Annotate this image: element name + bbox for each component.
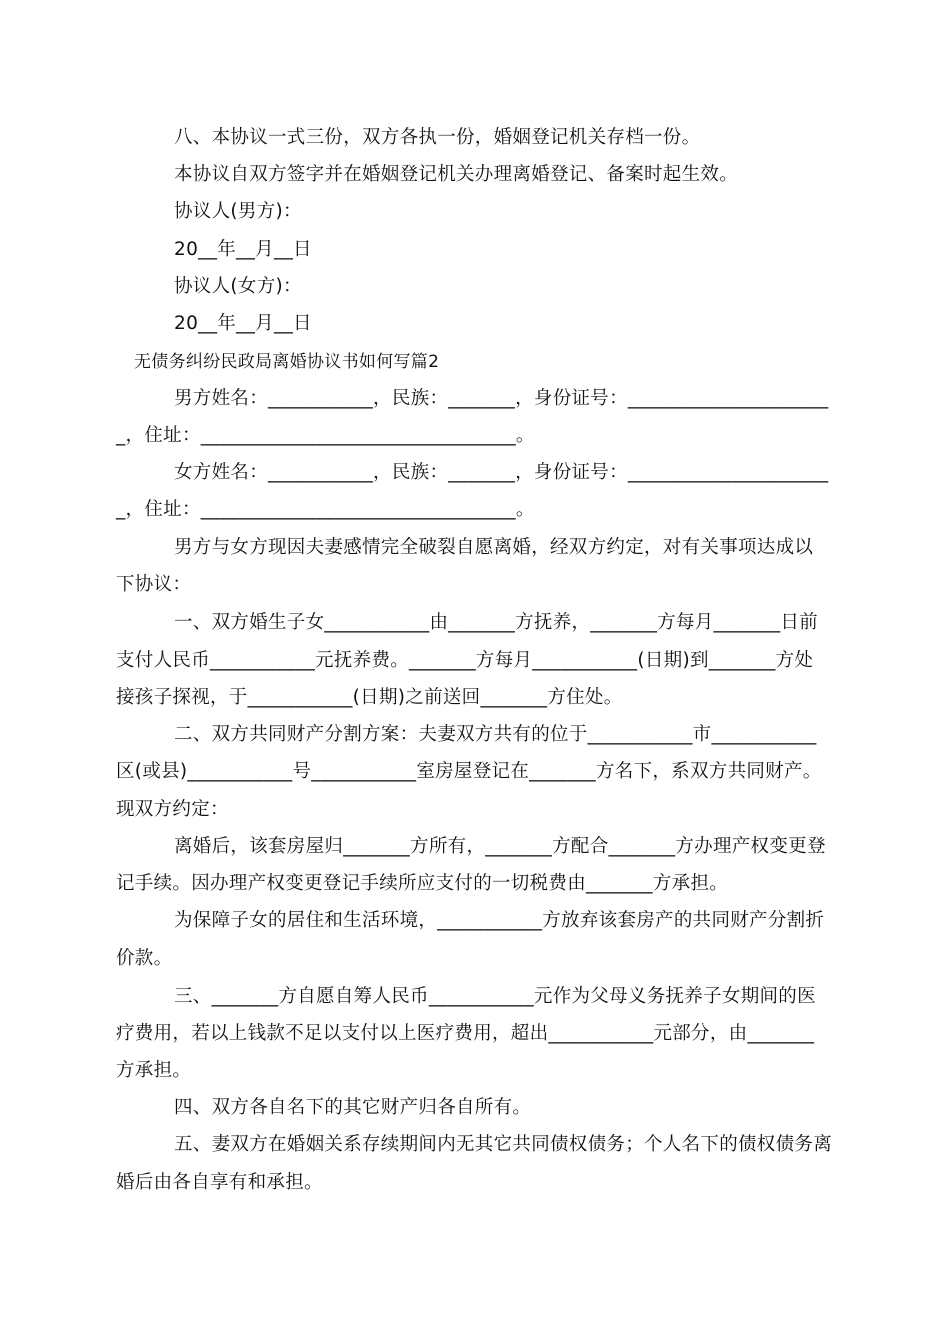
section-title: 无债务纠纷民政局离婚协议书如何写篇2 bbox=[134, 352, 440, 372]
clause-8-line: 八、本协议一式三份，双方各执一份，婚姻登记机关存档一份。 bbox=[174, 127, 701, 148]
clause-4-line: 四、双方各自名下的其它财产归各自所有。 bbox=[174, 1097, 532, 1118]
clause-2-line-3: 现双方约定： bbox=[116, 799, 229, 820]
after-divorce-line-1: 离婚后，该套房屋归_______方所有，_______方配合_______方办理产权变更登 bbox=[174, 836, 826, 857]
female-info-line: 女方姓名：___________，民族：_______，身份证号：_____________________ bbox=[174, 462, 829, 483]
preamble-line-2: 下协议： bbox=[116, 574, 192, 595]
clause-2-line-1: 二、双方共同财产分割方案：夫妻双方共有的位于___________市___________ bbox=[174, 724, 817, 745]
clause-3-line-2: 疗费用，若以上钱款不足以支付以上医疗费用，超出___________元部分，由_______ bbox=[116, 1023, 815, 1044]
male-info-line: 男方姓名：___________，民族：_______，身份证号：_____________________ bbox=[174, 388, 829, 409]
female-address-line: _，住址：_________________________________。 bbox=[116, 499, 535, 520]
preamble-line-1: 男方与女方现因夫妻感情完全破裂自愿离婚，经双方约定，对有关事项达成以 bbox=[174, 537, 814, 558]
clause-1-line-2: 支付人民币___________元抚养费。_______方每月___________(日期)到_______方处 bbox=[116, 650, 814, 671]
after-divorce-line-2: 记手续。因办理产权变更登记手续所应支付的一切税费由_______方承担。 bbox=[116, 873, 729, 894]
clause-5-line-1: 五、妻双方在婚姻关系存续期间内无其它共同债权债务；个人名下的债权债务离 bbox=[174, 1134, 833, 1155]
signer-male-date: 20__年__月__日 bbox=[174, 239, 312, 260]
effective-clause-line: 本协议自双方签字并在婚姻登记机关办理离婚登记、备案时起生效。 bbox=[174, 164, 739, 185]
clause-3-line-3: 方承担。 bbox=[116, 1060, 192, 1081]
clause-1-line-1: 一、双方婚生子女___________由_______方抚养，_______方每月_______日前 bbox=[174, 612, 819, 633]
signer-female-label: 协议人(女方)： bbox=[174, 276, 302, 297]
male-address-line: _，住址：_________________________________。 bbox=[116, 425, 535, 446]
signer-female-date: 20__年__月__日 bbox=[174, 313, 312, 334]
child-protection-line-1: 为保障子女的居住和生活环境，___________方放弃该套房产的共同财产分割折 bbox=[174, 910, 825, 931]
clause-5-line-2: 婚后由各自享有和承担。 bbox=[116, 1172, 323, 1193]
clause-3-line-1: 三、_______方自愿自筹人民币___________元作为父母义务抚养子女期间的医 bbox=[174, 986, 816, 1007]
signer-male-label: 协议人(男方)： bbox=[174, 201, 302, 222]
clause-2-line-2: 区(或县)___________号___________室房屋登记在_______方名下，系双方共同财产。 bbox=[116, 761, 822, 782]
child-protection-line-2: 价款。 bbox=[116, 948, 173, 969]
clause-1-line-3: 接孩子探视，于___________(日期)之前送回_______方住处。 bbox=[116, 687, 623, 708]
